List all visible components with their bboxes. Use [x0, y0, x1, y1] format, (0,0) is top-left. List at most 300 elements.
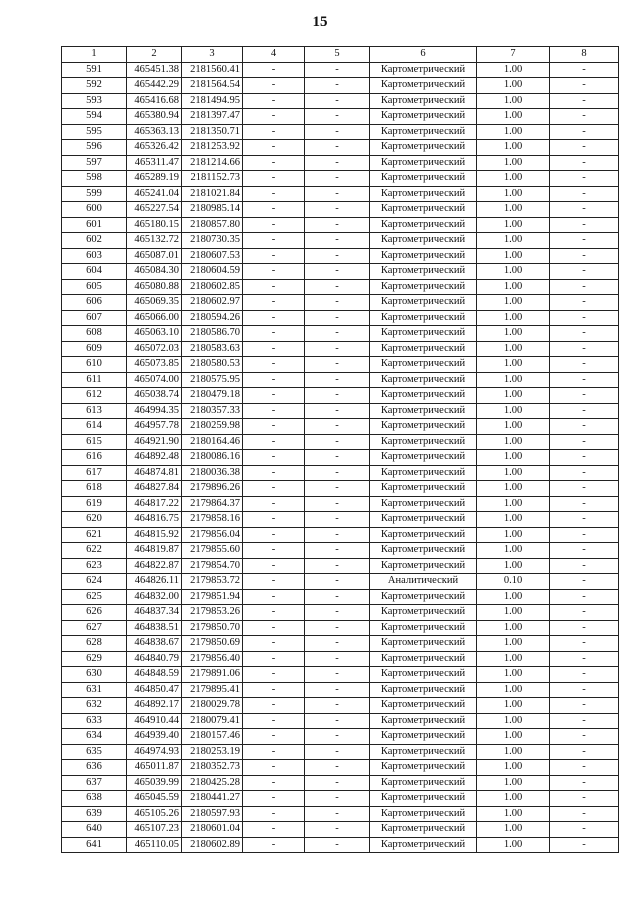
cell-col-8: -	[550, 837, 619, 853]
cell-method: Картометрический	[370, 62, 477, 78]
cell-col-5: -	[305, 651, 370, 667]
cell-col-8: -	[550, 62, 619, 78]
cell-col-4: -	[243, 434, 305, 450]
cell-coord-x: 464840.79	[127, 651, 182, 667]
cell-accuracy: 1.00	[477, 357, 550, 373]
cell-point-number: 606	[62, 295, 127, 311]
cell-accuracy: 1.00	[477, 264, 550, 280]
cell-col-4: -	[243, 775, 305, 791]
cell-accuracy: 1.00	[477, 822, 550, 838]
cell-method: Картометрический	[370, 760, 477, 776]
cell-coord-x: 464974.93	[127, 744, 182, 760]
cell-accuracy: 1.00	[477, 636, 550, 652]
cell-col-8: -	[550, 651, 619, 667]
table-row	[62, 419, 619, 435]
cell-point-number: 618	[62, 481, 127, 497]
cell-col-8: -	[550, 295, 619, 311]
cell-method: Картометрический	[370, 791, 477, 807]
cell-method: Картометрический	[370, 620, 477, 636]
cell-col-4: -	[243, 558, 305, 574]
table-row	[62, 155, 619, 171]
cell-method: Картометрический	[370, 512, 477, 528]
cell-accuracy: 1.00	[477, 78, 550, 94]
cell-point-number: 615	[62, 434, 127, 450]
cell-col-5: -	[305, 543, 370, 559]
cell-method: Картометрический	[370, 279, 477, 295]
cell-col-8: -	[550, 791, 619, 807]
cell-col-8: -	[550, 357, 619, 373]
cell-coord-y: 2179850.70	[182, 620, 243, 636]
cell-coord-x: 465045.59	[127, 791, 182, 807]
cell-col-4: -	[243, 93, 305, 109]
cell-method: Картометрический	[370, 155, 477, 171]
cell-col-4: -	[243, 527, 305, 543]
table-row	[62, 78, 619, 94]
cell-method: Картометрический	[370, 698, 477, 714]
cell-col-8: -	[550, 171, 619, 187]
cell-method: Картометрический	[370, 419, 477, 435]
cell-point-number: 633	[62, 713, 127, 729]
cell-method: Картометрический	[370, 295, 477, 311]
table-row	[62, 574, 619, 590]
cell-col-5: -	[305, 171, 370, 187]
cell-col-5: -	[305, 791, 370, 807]
page-number: 15	[312, 14, 328, 30]
cell-point-number: 639	[62, 806, 127, 822]
cell-col-5: -	[305, 62, 370, 78]
cell-col-4: -	[243, 217, 305, 233]
table-row	[62, 744, 619, 760]
table-row	[62, 558, 619, 574]
table-row	[62, 713, 619, 729]
cell-point-number: 614	[62, 419, 127, 435]
table-row	[62, 822, 619, 838]
cell-method: Картометрический	[370, 434, 477, 450]
cell-coord-x: 465416.68	[127, 93, 182, 109]
table-row	[62, 62, 619, 78]
table-row	[62, 248, 619, 264]
cell-coord-y: 2180079.41	[182, 713, 243, 729]
cell-col-4: -	[243, 171, 305, 187]
cell-coord-y: 2179895.41	[182, 682, 243, 698]
cell-accuracy: 1.00	[477, 419, 550, 435]
cell-col-5: -	[305, 202, 370, 218]
cell-method: Картометрический	[370, 264, 477, 280]
column-header-7: 7	[477, 47, 550, 63]
cell-coord-x: 464819.87	[127, 543, 182, 559]
cell-coord-y: 2181021.84	[182, 186, 243, 202]
cell-accuracy: 1.00	[477, 372, 550, 388]
cell-col-4: -	[243, 233, 305, 249]
cell-col-5: -	[305, 419, 370, 435]
table-row	[62, 450, 619, 466]
cell-col-5: -	[305, 496, 370, 512]
cell-accuracy: 1.00	[477, 465, 550, 481]
cell-coord-y: 2181350.71	[182, 124, 243, 140]
cell-accuracy: 1.00	[477, 217, 550, 233]
cell-coord-x: 464848.59	[127, 667, 182, 683]
cell-col-4: -	[243, 403, 305, 419]
cell-col-5: -	[305, 760, 370, 776]
cell-coord-y: 2180602.97	[182, 295, 243, 311]
cell-col-8: -	[550, 310, 619, 326]
cell-col-5: -	[305, 450, 370, 466]
cell-col-8: -	[550, 388, 619, 404]
cell-col-8: -	[550, 527, 619, 543]
cell-col-5: -	[305, 403, 370, 419]
cell-accuracy: 1.00	[477, 434, 550, 450]
cell-col-5: -	[305, 713, 370, 729]
table-row	[62, 667, 619, 683]
cell-point-number: 603	[62, 248, 127, 264]
cell-col-8: -	[550, 605, 619, 621]
cell-point-number: 602	[62, 233, 127, 249]
cell-coord-y: 2179850.69	[182, 636, 243, 652]
cell-coord-x: 465241.04	[127, 186, 182, 202]
cell-accuracy: 1.00	[477, 109, 550, 125]
cell-coord-y: 2180036.38	[182, 465, 243, 481]
cell-col-8: -	[550, 822, 619, 838]
cell-point-number: 605	[62, 279, 127, 295]
table-row	[62, 403, 619, 419]
cell-col-5: -	[305, 357, 370, 373]
cell-accuracy: 1.00	[477, 558, 550, 574]
cell-coord-x: 465227.54	[127, 202, 182, 218]
cell-col-4: -	[243, 512, 305, 528]
cell-col-5: -	[305, 620, 370, 636]
cell-col-8: -	[550, 729, 619, 745]
column-header-3: 3	[182, 47, 243, 63]
cell-accuracy: 1.00	[477, 481, 550, 497]
cell-col-5: -	[305, 326, 370, 342]
cell-point-number: 635	[62, 744, 127, 760]
cell-coord-x: 465011.87	[127, 760, 182, 776]
cell-accuracy: 1.00	[477, 450, 550, 466]
cell-point-number: 638	[62, 791, 127, 807]
cell-col-4: -	[243, 310, 305, 326]
coordinates-table	[61, 46, 619, 853]
cell-col-4: -	[243, 651, 305, 667]
cell-coord-x: 465311.47	[127, 155, 182, 171]
cell-col-5: -	[305, 93, 370, 109]
cell-col-4: -	[243, 698, 305, 714]
cell-col-4: -	[243, 279, 305, 295]
cell-accuracy: 1.00	[477, 326, 550, 342]
cell-method: Картометрический	[370, 388, 477, 404]
cell-col-8: -	[550, 481, 619, 497]
cell-accuracy: 1.00	[477, 729, 550, 745]
cell-col-4: -	[243, 109, 305, 125]
table-row	[62, 543, 619, 559]
cell-method: Картометрический	[370, 171, 477, 187]
cell-method: Картометрический	[370, 310, 477, 326]
table-row	[62, 837, 619, 853]
cell-accuracy: 1.00	[477, 295, 550, 311]
cell-point-number: 627	[62, 620, 127, 636]
cell-method: Картометрический	[370, 481, 477, 497]
cell-accuracy: 1.00	[477, 279, 550, 295]
cell-col-5: -	[305, 140, 370, 156]
cell-method: Аналитический	[370, 574, 477, 590]
cell-method: Картометрический	[370, 248, 477, 264]
cell-coord-y: 2180253.19	[182, 744, 243, 760]
cell-coord-x: 465110.05	[127, 837, 182, 853]
cell-coord-y: 2179856.40	[182, 651, 243, 667]
cell-col-8: -	[550, 279, 619, 295]
cell-coord-x: 465063.10	[127, 326, 182, 342]
cell-coord-y: 2180586.70	[182, 326, 243, 342]
cell-method: Картометрический	[370, 496, 477, 512]
cell-point-number: 620	[62, 512, 127, 528]
cell-col-4: -	[243, 589, 305, 605]
table-row	[62, 620, 619, 636]
table-row	[62, 651, 619, 667]
cell-accuracy: 1.00	[477, 512, 550, 528]
cell-accuracy: 1.00	[477, 527, 550, 543]
cell-accuracy: 1.00	[477, 620, 550, 636]
cell-method: Картометрический	[370, 233, 477, 249]
cell-col-8: -	[550, 341, 619, 357]
cell-point-number: 613	[62, 403, 127, 419]
cell-accuracy: 1.00	[477, 233, 550, 249]
cell-col-5: -	[305, 388, 370, 404]
cell-accuracy: 1.00	[477, 171, 550, 187]
cell-coord-y: 2180607.53	[182, 248, 243, 264]
cell-col-4: -	[243, 388, 305, 404]
table-row	[62, 186, 619, 202]
cell-col-8: -	[550, 574, 619, 590]
cell-col-5: -	[305, 481, 370, 497]
cell-method: Картометрический	[370, 605, 477, 621]
table-row	[62, 806, 619, 822]
cell-coord-x: 464826.11	[127, 574, 182, 590]
cell-accuracy: 1.00	[477, 713, 550, 729]
cell-col-5: -	[305, 558, 370, 574]
table-row	[62, 217, 619, 233]
cell-coord-y: 2179855.60	[182, 543, 243, 559]
cell-accuracy: 1.00	[477, 806, 550, 822]
cell-col-5: -	[305, 837, 370, 853]
cell-col-8: -	[550, 124, 619, 140]
table-row	[62, 527, 619, 543]
cell-coord-x: 465084.30	[127, 264, 182, 280]
cell-coord-y: 2180029.78	[182, 698, 243, 714]
cell-coord-y: 2180086.16	[182, 450, 243, 466]
cell-coord-x: 465326.42	[127, 140, 182, 156]
cell-col-5: -	[305, 775, 370, 791]
cell-col-5: -	[305, 78, 370, 94]
cell-accuracy: 1.00	[477, 589, 550, 605]
cell-coord-x: 465072.03	[127, 341, 182, 357]
cell-col-4: -	[243, 806, 305, 822]
cell-coord-y: 2180594.26	[182, 310, 243, 326]
cell-accuracy: 1.00	[477, 744, 550, 760]
cell-method: Картометрический	[370, 140, 477, 156]
cell-col-4: -	[243, 744, 305, 760]
cell-col-4: -	[243, 713, 305, 729]
cell-method: Картометрический	[370, 651, 477, 667]
cell-coord-x: 465087.01	[127, 248, 182, 264]
cell-point-number: 630	[62, 667, 127, 683]
cell-col-4: -	[243, 760, 305, 776]
cell-col-8: -	[550, 326, 619, 342]
cell-accuracy: 1.00	[477, 760, 550, 776]
cell-coord-x: 464837.34	[127, 605, 182, 621]
cell-coord-x: 464816.75	[127, 512, 182, 528]
cell-point-number: 607	[62, 310, 127, 326]
cell-point-number: 622	[62, 543, 127, 559]
cell-coord-x: 464939.40	[127, 729, 182, 745]
cell-coord-x: 464892.48	[127, 450, 182, 466]
cell-accuracy: 1.00	[477, 202, 550, 218]
table-row	[62, 388, 619, 404]
cell-method: Картометрический	[370, 589, 477, 605]
cell-coord-x: 465038.74	[127, 388, 182, 404]
table-row	[62, 465, 619, 481]
cell-coord-y: 2179853.26	[182, 605, 243, 621]
cell-col-5: -	[305, 264, 370, 280]
table-row	[62, 496, 619, 512]
cell-coord-x: 465105.26	[127, 806, 182, 822]
cell-accuracy: 1.00	[477, 341, 550, 357]
cell-point-number: 601	[62, 217, 127, 233]
cell-method: Картометрический	[370, 93, 477, 109]
cell-coord-x: 464874.81	[127, 465, 182, 481]
cell-coord-x: 464994.35	[127, 403, 182, 419]
cell-col-5: -	[305, 822, 370, 838]
cell-accuracy: 1.00	[477, 155, 550, 171]
cell-col-8: -	[550, 403, 619, 419]
cell-method: Картометрический	[370, 372, 477, 388]
cell-col-8: -	[550, 78, 619, 94]
cell-point-number: 612	[62, 388, 127, 404]
cell-coord-y: 2180425.28	[182, 775, 243, 791]
cell-coord-y: 2181397.47	[182, 109, 243, 125]
table-row	[62, 140, 619, 156]
cell-method: Картометрический	[370, 729, 477, 745]
cell-coord-x: 465363.13	[127, 124, 182, 140]
cell-accuracy: 1.00	[477, 698, 550, 714]
cell-coord-y: 2179896.26	[182, 481, 243, 497]
cell-col-5: -	[305, 124, 370, 140]
table-row	[62, 264, 619, 280]
cell-point-number: 640	[62, 822, 127, 838]
table-row	[62, 171, 619, 187]
cell-col-5: -	[305, 233, 370, 249]
cell-col-5: -	[305, 310, 370, 326]
cell-coord-y: 2180441.27	[182, 791, 243, 807]
cell-col-8: -	[550, 667, 619, 683]
table-row	[62, 605, 619, 621]
cell-point-number: 604	[62, 264, 127, 280]
cell-col-4: -	[243, 822, 305, 838]
cell-col-4: -	[243, 155, 305, 171]
cell-method: Картометрический	[370, 124, 477, 140]
cell-coord-y: 2181214.66	[182, 155, 243, 171]
cell-col-5: -	[305, 667, 370, 683]
cell-accuracy: 0.10	[477, 574, 550, 590]
cell-method: Картометрический	[370, 403, 477, 419]
cell-point-number: 625	[62, 589, 127, 605]
cell-coord-x: 464815.92	[127, 527, 182, 543]
cell-col-8: -	[550, 713, 619, 729]
cell-coord-x: 464838.67	[127, 636, 182, 652]
cell-col-5: -	[305, 574, 370, 590]
cell-col-4: -	[243, 202, 305, 218]
cell-col-8: -	[550, 636, 619, 652]
cell-point-number: 600	[62, 202, 127, 218]
cell-coord-x: 465069.35	[127, 295, 182, 311]
cell-accuracy: 1.00	[477, 682, 550, 698]
cell-col-8: -	[550, 264, 619, 280]
cell-coord-y: 2181253.92	[182, 140, 243, 156]
table-row	[62, 512, 619, 528]
table-row	[62, 791, 619, 807]
cell-col-8: -	[550, 217, 619, 233]
cell-method: Картометрический	[370, 558, 477, 574]
cell-col-8: -	[550, 558, 619, 574]
cell-point-number: 617	[62, 465, 127, 481]
column-header-4: 4	[243, 47, 305, 63]
cell-coord-y: 2180601.04	[182, 822, 243, 838]
cell-point-number: 593	[62, 93, 127, 109]
cell-col-4: -	[243, 729, 305, 745]
table-row	[62, 760, 619, 776]
cell-point-number: 623	[62, 558, 127, 574]
cell-coord-x: 465039.99	[127, 775, 182, 791]
cell-coord-x: 464910.44	[127, 713, 182, 729]
cell-col-4: -	[243, 450, 305, 466]
cell-accuracy: 1.00	[477, 310, 550, 326]
cell-accuracy: 1.00	[477, 140, 550, 156]
cell-col-8: -	[550, 806, 619, 822]
cell-point-number: 624	[62, 574, 127, 590]
cell-col-8: -	[550, 186, 619, 202]
table-row	[62, 636, 619, 652]
cell-col-4: -	[243, 481, 305, 497]
cell-col-4: -	[243, 341, 305, 357]
table-row	[62, 481, 619, 497]
cell-col-8: -	[550, 372, 619, 388]
cell-coord-y: 2180580.53	[182, 357, 243, 373]
cell-coord-y: 2180597.93	[182, 806, 243, 822]
cell-col-8: -	[550, 155, 619, 171]
cell-accuracy: 1.00	[477, 403, 550, 419]
cell-point-number: 610	[62, 357, 127, 373]
cell-col-5: -	[305, 217, 370, 233]
cell-col-4: -	[243, 791, 305, 807]
table-row	[62, 310, 619, 326]
cell-coord-y: 2181564.54	[182, 78, 243, 94]
table-row	[62, 279, 619, 295]
cell-col-5: -	[305, 155, 370, 171]
table-row	[62, 326, 619, 342]
cell-accuracy: 1.00	[477, 93, 550, 109]
cell-method: Картометрический	[370, 636, 477, 652]
cell-method: Картометрический	[370, 326, 477, 342]
cell-col-5: -	[305, 341, 370, 357]
cell-method: Картометрический	[370, 822, 477, 838]
cell-col-5: -	[305, 744, 370, 760]
cell-point-number: 619	[62, 496, 127, 512]
cell-col-4: -	[243, 248, 305, 264]
cell-coord-y: 2180583.63	[182, 341, 243, 357]
cell-col-5: -	[305, 186, 370, 202]
cell-coord-y: 2179858.16	[182, 512, 243, 528]
table-row	[62, 202, 619, 218]
cell-coord-x: 465380.94	[127, 109, 182, 125]
cell-point-number: 636	[62, 760, 127, 776]
